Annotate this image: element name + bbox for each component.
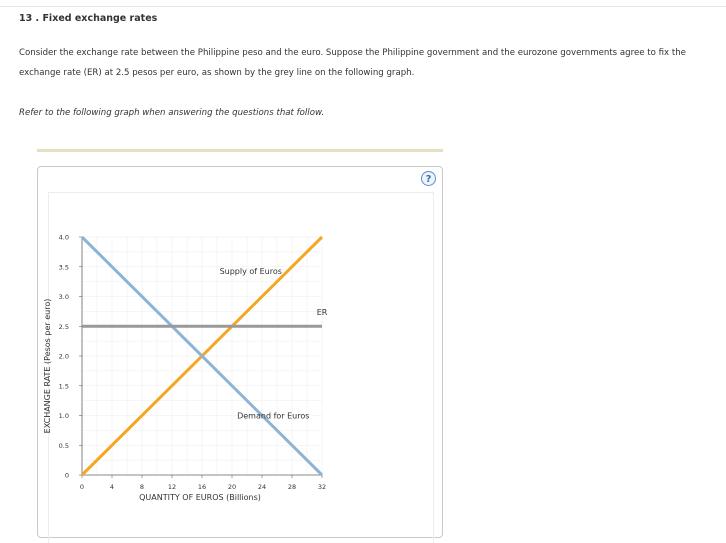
y-tick-label: 3.0: [58, 293, 69, 301]
annotation-er: ER: [316, 307, 328, 317]
annotation-demand-for-euros: Demand for Euros: [237, 411, 310, 421]
question-body: Consider the exchange rate between the Philippine peso and the euro. Suppose the Philippine government and the eurozone governments agree to fix the exchange rate (ER) at 2.5 pesos per euro, as shown by the grey line on the following graph.: [19, 48, 686, 78]
question-title: 13 . Fixed exchange rates: [19, 13, 158, 24]
x-tick-label: 16: [197, 483, 207, 491]
y-axis-label: EXCHANGE RATE (Pesos per euro): [43, 298, 52, 434]
annotation-supply-of-euros: Supply of Euros: [219, 266, 282, 276]
y-tick-label: 4.0: [58, 233, 69, 242]
y-tick-label: 1.5: [58, 382, 69, 391]
x-tick-label: 0: [79, 483, 85, 491]
y-tick-label: 3.5: [58, 263, 69, 272]
help-icon[interactable]: ?: [421, 171, 436, 186]
x-tick-label: 24: [257, 483, 267, 491]
x-axis-label: QUANTITY OF EUROS (Billions): [139, 493, 261, 502]
x-tick-label: 4: [109, 483, 115, 491]
y-tick-label: 0.5: [58, 441, 69, 450]
x-tick-label: 12: [167, 483, 177, 491]
y-tick-label: 2.0: [58, 352, 69, 361]
x-tick-label: 28: [287, 483, 297, 491]
y-tick-label: 0: [64, 471, 69, 480]
annotations: [220, 267, 328, 421]
y-tick-label: 2.5: [58, 322, 69, 331]
x-tick-label: 32: [317, 483, 327, 491]
refer-instruction: Refer to the following graph when answering the questions that follow.: [19, 108, 325, 118]
y-tick-label: 1.0: [58, 412, 69, 420]
x-tick-label: 20: [227, 483, 237, 491]
x-tick-label: 8: [139, 483, 145, 491]
